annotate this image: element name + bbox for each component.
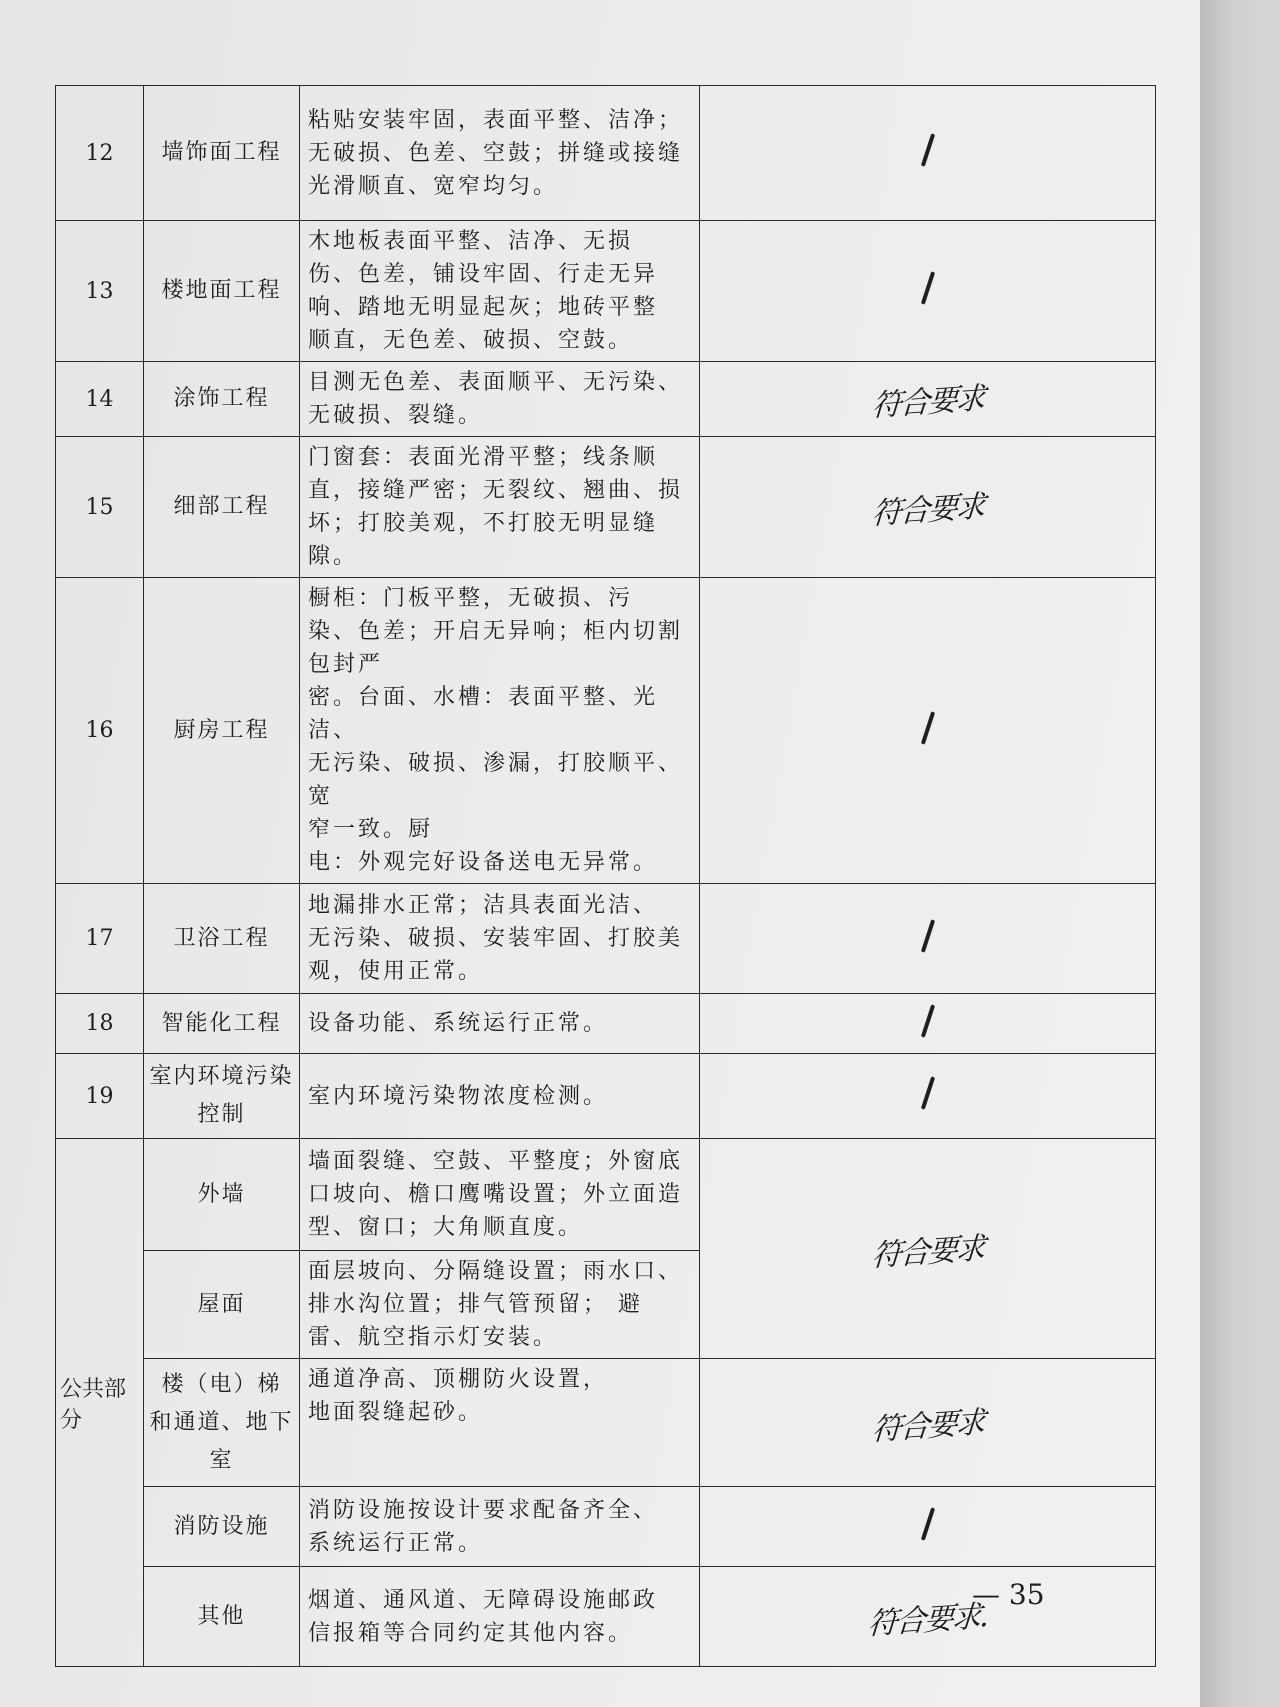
row-number: 19 (56, 1054, 144, 1139)
row-number: 18 (56, 994, 144, 1054)
item-name: 楼地面工程 (144, 221, 300, 362)
public-group-label: 公共部分 (56, 1139, 144, 1667)
page-number: — 35 (972, 1578, 1045, 1611)
handwritten-conforms: 符合要求 (870, 1230, 985, 1274)
item-requirement: 面层坡向、分隔缝设置；雨水口、排水沟位置；排气管预留； 避雷、航空指示灯安装。 (300, 1251, 700, 1359)
result-cell (700, 1359, 1156, 1487)
item-requirement: 室内环境污染物浓度检测。 (300, 1054, 700, 1139)
inspection-table (55, 85, 1156, 1667)
check-mark-icon (920, 1004, 934, 1038)
result-cell (700, 86, 1156, 221)
result-cell (700, 1139, 1156, 1359)
result-cell (700, 221, 1156, 362)
table-row (56, 994, 1156, 1054)
row-number: 14 (56, 362, 144, 437)
page-edge-shadow (1200, 0, 1280, 1707)
table-row (56, 86, 1156, 221)
row-number: 17 (56, 884, 144, 994)
item-name: 楼（电）梯 和通道、地下室 (144, 1359, 300, 1487)
item-name: 消防设施 (144, 1487, 300, 1567)
item-name: 卫浴工程 (144, 884, 300, 994)
item-requirement: 地漏排水正常；洁具表面光洁、 无污染、破损、安装牢固、打胶美 观，使用正常。 (300, 884, 700, 994)
handwritten-conforms: 符合要求 (870, 488, 985, 533)
row-number: 15 (56, 437, 144, 578)
item-name: 涂饰工程 (144, 362, 300, 437)
item-name: 细部工程 (144, 437, 300, 578)
result-cell (700, 437, 1156, 578)
check-mark-icon (920, 711, 934, 745)
item-requirement: 目测无色差、表面顺平、无污染、 无破损、裂缝。 (300, 362, 700, 437)
handwritten-conforms: 符合要求 (870, 380, 985, 425)
check-mark-icon (920, 1507, 934, 1541)
check-mark-icon (920, 1076, 934, 1110)
item-requirement: 橱柜：门板平整，无破损、污 染、色差；开启无异响；柜内切割包封严 密。台面、水槽：表面平整、光洁、 无污染、破损、渗漏，打胶顺平、宽 窄一致。厨 电：外观完好设备送电无异常。 (300, 578, 700, 884)
item-requirement: 墙面裂缝、空鼓、平整度；外窗底口坡向、檐口鹰嘴设置；外立面造型、窗口；大角顺直度。 (300, 1139, 700, 1251)
item-name: 外墙 (144, 1139, 300, 1251)
row-number: 12 (56, 86, 144, 221)
result-cell (700, 884, 1156, 994)
handwritten-conforms: 符合要求 (870, 1404, 985, 1448)
table-row (56, 1139, 1156, 1251)
item-requirement: 消防设施按设计要求配备齐全、 系统运行正常。 (300, 1487, 700, 1567)
result-cell (700, 1054, 1156, 1139)
item-name: 厨房工程 (144, 578, 300, 884)
item-requirement: 通道净高、顶棚防火设置， 地面裂缝起砂。 (300, 1359, 700, 1487)
item-requirement: 粘贴安装牢固，表面平整、洁净；无破损、色差、空鼓；拼缝或接缝光滑顺直、宽窄均匀。 (300, 86, 700, 221)
item-requirement: 门窗套：表面光滑平整；线条顺直，接缝严密；无裂纹、翘曲、损坏；打胶美观，不打胶无明显缝隙。 (300, 437, 700, 578)
item-name: 智能化工程 (144, 994, 300, 1054)
table-row (56, 1487, 1156, 1567)
table-row (56, 437, 1156, 578)
check-mark-icon (920, 271, 934, 305)
table-row (56, 578, 1156, 884)
table-row (56, 1054, 1156, 1139)
check-mark-icon (920, 133, 934, 167)
table-row (56, 1359, 1156, 1487)
table-row (56, 362, 1156, 437)
table-row (56, 221, 1156, 362)
item-name: 室内环境污染控制 (144, 1054, 300, 1139)
result-cell (700, 362, 1156, 437)
result-cell (700, 1567, 1156, 1667)
check-mark-icon (920, 919, 934, 953)
item-name: 其他 (144, 1567, 300, 1667)
result-cell (700, 578, 1156, 884)
result-cell (700, 1487, 1156, 1567)
item-requirement: 烟道、通风道、无障碍设施邮政 信报箱等合同约定其他内容。 (300, 1567, 700, 1667)
handwritten-conforms: 符合要求. (866, 1598, 989, 1642)
result-cell (700, 994, 1156, 1054)
table-row (56, 884, 1156, 994)
row-number: 13 (56, 221, 144, 362)
row-number: 16 (56, 578, 144, 884)
item-name: 墙饰面工程 (144, 86, 300, 221)
item-requirement: 木地板表面平整、洁净、无损 伤、色差，铺设牢固、行走无异响、踏地无明显起灰；地砖平整 顺直，无色差、破损、空鼓。 (300, 221, 700, 362)
item-name: 屋面 (144, 1251, 300, 1359)
item-requirement: 设备功能、系统运行正常。 (300, 994, 700, 1054)
